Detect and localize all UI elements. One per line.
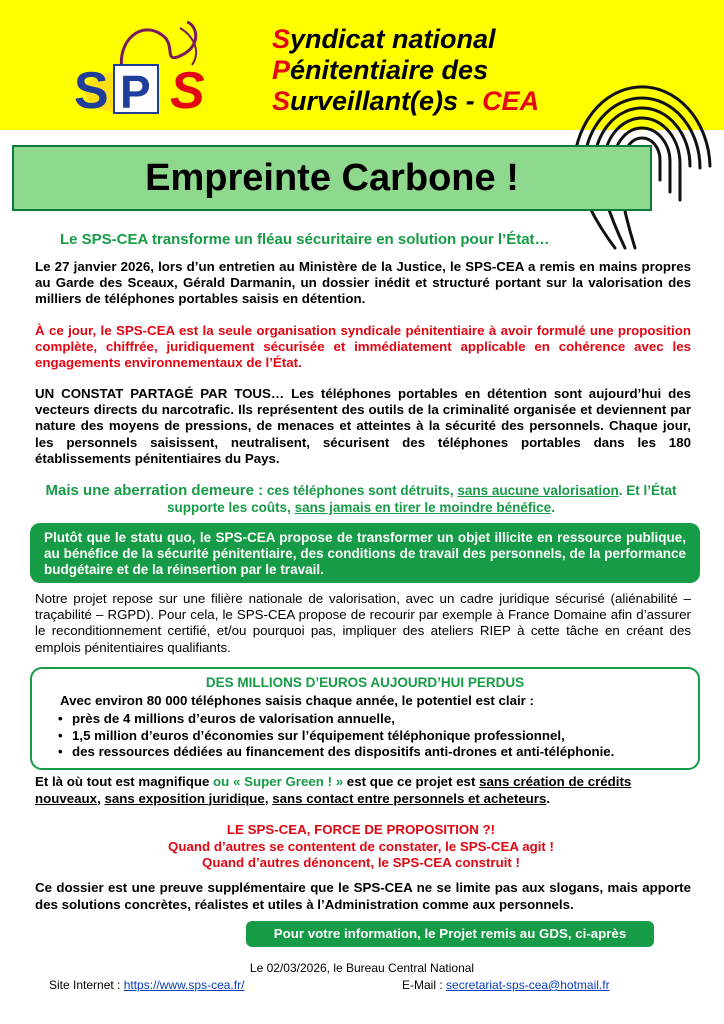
super-green-highlight: ou « Super Green ! »	[213, 774, 344, 789]
force-line: Quand d’autres se contentent de constater, le SPS-CEA agit !	[168, 838, 554, 854]
union-name-line3: urveillant(e)s -	[290, 86, 483, 116]
union-name	[272, 24, 539, 117]
millions-lead: Avec environ 80 000 téléphones saisis chaque année, le potentiel est clair :	[60, 693, 534, 708]
super-green-underline: sans création de crédits nouveaux	[35, 774, 632, 806]
super-green-paragraph	[35, 774, 691, 807]
aberration-underline: sans jamais en tirer le moindre bénéfice	[294, 500, 552, 515]
conclusion-paragraph: Ce dossier est une preuve supplémentaire que le SPS-CEA ne se limite pas aux slogans, mais apporte des solutions concrètes, réalistes et utiles à l’Administration comme aux personnels.	[35, 880, 691, 912]
super-green-text: est que ce projet est	[343, 774, 480, 789]
aberration-underline: sans aucune valorisation	[457, 483, 619, 498]
union-name-cea: CEA	[482, 86, 540, 116]
aberration-end: .	[551, 500, 555, 515]
aberration-lead: Mais une aberration demeure :	[45, 482, 264, 499]
aberration-statement	[30, 482, 692, 516]
footer-date: Le 02/03/2026, le Bureau Central National	[249, 961, 475, 975]
aberration-text: ces téléphones sont détruits,	[263, 483, 458, 498]
project-info-button[interactable]: Pour votre information, le Projet remis au GDS, ci-après	[246, 921, 654, 947]
svg-text:S: S	[170, 62, 205, 120]
force-line: Quand d’autres dénoncent, le SPS-CEA construit !	[202, 855, 520, 870]
site-link[interactable]: https://www.sps-cea.fr/	[123, 978, 245, 992]
site-label: Site Internet :	[49, 978, 124, 992]
constat-paragraph: UN CONSTAT PARTAGÉ PAR TOUS… Les téléphones portables en détention sont aujourd’hui des vecteurs directs du narcotrafic. Ils représentent des outils de la criminalité organisée et deviennent par nature des moyens de pressions, de menaces et atteintes à la sécurité des personnels. Chaque jour, les personnels saisissent, neutralisent, sécurisent des téléphones portables dans les 180 établissements pénitentiaires du Pays.	[35, 386, 691, 466]
footer-site	[49, 978, 244, 992]
list-item: • près de 4 millions d’euros de valorisation annuelle,	[58, 711, 614, 728]
headline-box	[12, 145, 652, 211]
list-item: • des ressources dédiées au financement des dispositifs anti-drones et anti-téléphonie.	[58, 744, 614, 761]
millions-list	[58, 711, 614, 761]
svg-text:S: S	[74, 62, 109, 120]
union-name-line2: énitentiaire des	[290, 55, 489, 85]
super-green-underline: sans contact entre personnels et acheteurs	[272, 790, 547, 806]
millions-title: DES MILLIONS D’EUROS AUJOURD’HUI PERDUS	[205, 675, 525, 690]
intro-paragraph: Le 27 janvier 2026, lors d’un entretien au Ministère de la Justice, le SPS-CEA a remis en mains propres au Garde des Sceaux, Gérald Darmanin, un dossier inédit et structuré portant sur la valorisation des milliers de téléphones portables saisis en détention.	[35, 259, 691, 307]
headline: Empreinte Carbone !	[145, 157, 519, 199]
proposal-paragraph: À ce jour, le SPS-CEA est la seule organisation syndicale pénitentiaire à avoir formulé une proposition complète, chiffrée, juridiquement sécurisée et immédiatement applicable en cohérence avec les engagements environnementaux de l’État.	[35, 323, 691, 371]
footer-email	[402, 978, 610, 992]
union-name-initial: P	[272, 55, 291, 85]
super-green-text: ,	[264, 790, 273, 806]
proposal-box: Plutôt que le statu quo, le SPS-CEA propose de transformer un objet illicite en ressource publique, au bénéfice de la sécurité pénitentiaire, des conditions de travail des personnels, de la performance budgétaire et de la réinsertion par le travail.	[30, 523, 700, 583]
force-statement	[30, 822, 692, 872]
millions-box	[30, 667, 700, 770]
union-name-initial: S	[272, 86, 291, 116]
sps-logo	[62, 10, 237, 120]
super-green-text: Et là où tout est magnifique	[35, 774, 214, 789]
list-item: • 1,5 million d’euros d’économies sur l’équipement téléphonique professionnel,	[58, 728, 614, 745]
super-green-text: .	[546, 790, 551, 806]
union-name-line1: yndicat national	[290, 24, 496, 54]
super-green-underline: sans exposition juridique	[104, 790, 265, 806]
subtitle: Le SPS-CEA transforme un fléau sécuritaire en solution pour l’État…	[60, 231, 550, 248]
aberration-text: . Et l’État supporte les coûts,	[167, 483, 677, 515]
project-paragraph: Notre projet repose sur une filière nationale de valorisation, avec un cadre juridique sécurisé (aliénabilité – traçabilité – RGPD). Pour cela, le SPS-CEA propose de recourir par exemple à France Domaine afin d’assurer le reconditionnement certifié, et/ou pourquoi pas, impliquer des ateliers RIEP à cette tâche en créant des emplois pénitentiaires qualifiants.	[35, 591, 691, 655]
svg-text:P: P	[120, 66, 151, 118]
email-link[interactable]: secretariat-sps-cea@hotmail.fr	[446, 978, 610, 992]
email-label: E-Mail :	[402, 978, 447, 992]
union-name-initial: S	[272, 24, 291, 54]
force-line: LE SPS-CEA, FORCE DE PROPOSITION ?!	[226, 822, 496, 837]
super-green-text: ,	[97, 790, 105, 806]
